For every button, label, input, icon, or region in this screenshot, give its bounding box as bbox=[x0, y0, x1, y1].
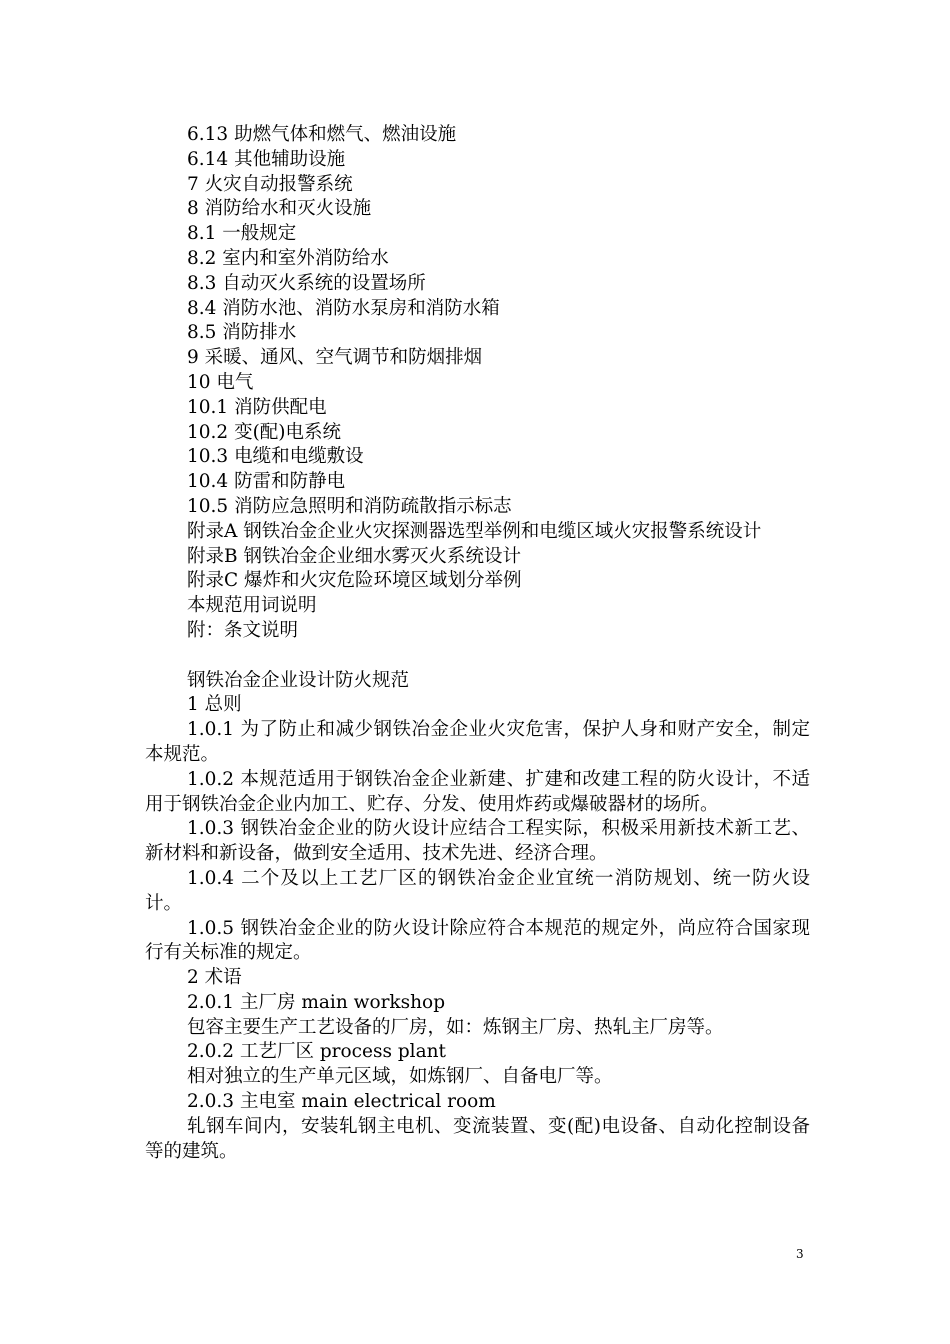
term-2-0-2-definition: 相对独立的生产单元区域，如炼钢厂、自备电厂等。 bbox=[187, 1066, 613, 1088]
toc-entry-6-13: 6.13 助燃气体和燃气、燃油设施 bbox=[187, 124, 457, 145]
term-2-0-3-definition: 轧钢车间内，安装轧钢主电机、变流装置、变(配)电设备、自动化控制设备等的建筑。 bbox=[145, 1115, 810, 1162]
toc-entry-9: 9 采暖、通风、空气调节和防烟排烟 bbox=[187, 347, 483, 369]
term-2-0-1: 2.0.1 主厂房 main workshop bbox=[187, 991, 446, 1013]
clause-1-0-3: 1.0.3 钢铁冶金企业的防火设计应结合工程实际，积极采用新技术新工艺、新材料和新设备，做到安全适用、技术先进、经济合理。 bbox=[145, 818, 810, 865]
toc-entry-8-4: 8.4 消防水池、消防水泵房和消防水箱 bbox=[187, 297, 500, 319]
page-number: 3 bbox=[796, 1247, 804, 1261]
toc-appendix-a: 附录A 钢铁冶金企业火灾探测器选型举例和电缆区域火灾报警系统设计 bbox=[187, 520, 762, 542]
toc-entry-10-3: 10.3 电缆和电缆敷设 bbox=[187, 446, 364, 468]
section-spacer bbox=[145, 644, 810, 669]
page-content bbox=[145, 123, 810, 1164]
toc-entry-6-14: 6.14 其他辅助设施 bbox=[187, 148, 346, 170]
toc-entry-8-5: 8.5 消防排水 bbox=[187, 322, 297, 344]
toc-entry-10-2: 10.2 变(配)电系统 bbox=[187, 421, 342, 443]
term-2-0-2: 2.0.2 工艺厂区 process plant bbox=[187, 1041, 446, 1063]
document-title: 钢铁冶金企业设计防火规范 bbox=[187, 669, 410, 691]
clause-1-0-4: 1.0.4 二个及以上工艺厂区的钢铁冶金企业宜统一消防规划、统一防火设计。 bbox=[145, 867, 810, 914]
clause-1-0-2: 1.0.2 本规范适用于钢铁冶金企业新建、扩建和改建工程的防火设计，不适用于钢铁冶金企业内加工、贮存、分发、使用炸药或爆破器材的场所。 bbox=[145, 768, 810, 815]
toc-entry-7: 7 火灾自动报警系统 bbox=[187, 173, 353, 195]
toc-entry-8-1: 8.1 一般规定 bbox=[187, 223, 297, 245]
toc-appendix-c: 附录C 爆炸和火灾危险环境区域划分举例 bbox=[187, 570, 522, 592]
toc-appendix-b: 附录B 钢铁冶金企业细水雾灭火系统设计 bbox=[187, 545, 521, 567]
clause-1-0-1: 1.0.1 为了防止和减少钢铁冶金企业火灾危害，保护人身和财产安全，制定本规范。 bbox=[145, 719, 810, 765]
toc-entry-10-5: 10.5 消防应急照明和消防疏散指示标志 bbox=[187, 495, 512, 517]
term-2-0-1-definition: 包容主要生产工艺设备的厂房，如：炼钢主厂房、热轧主厂房等。 bbox=[187, 1016, 724, 1038]
toc-entry-8-2: 8.2 室内和室外消防给水 bbox=[187, 247, 389, 269]
toc-entry-8-3: 8.3 自动灭火系统的设置场所 bbox=[187, 272, 426, 294]
toc-clause-explanation: 附：条文说明 bbox=[187, 619, 299, 641]
toc-entry-10: 10 电气 bbox=[187, 371, 254, 393]
toc-entry-10-1: 10.1 消防供配电 bbox=[187, 396, 327, 418]
toc-entry-8: 8 消防给水和灭火设施 bbox=[187, 198, 372, 220]
term-2-0-3: 2.0.3 主电室 main electrical room bbox=[187, 1091, 496, 1113]
toc-entry-10-4: 10.4 防雷和防静电 bbox=[187, 471, 346, 493]
chapter-heading-general: 1 总则 bbox=[187, 694, 242, 716]
clause-1-0-5: 1.0.5 钢铁冶金企业的防火设计除应符合本规范的规定外，尚应符合国家现行有关标准的规定。 bbox=[145, 917, 810, 964]
chapter-heading-terms: 2 术语 bbox=[187, 967, 242, 989]
toc-wording-notes: 本规范用词说明 bbox=[187, 595, 317, 617]
